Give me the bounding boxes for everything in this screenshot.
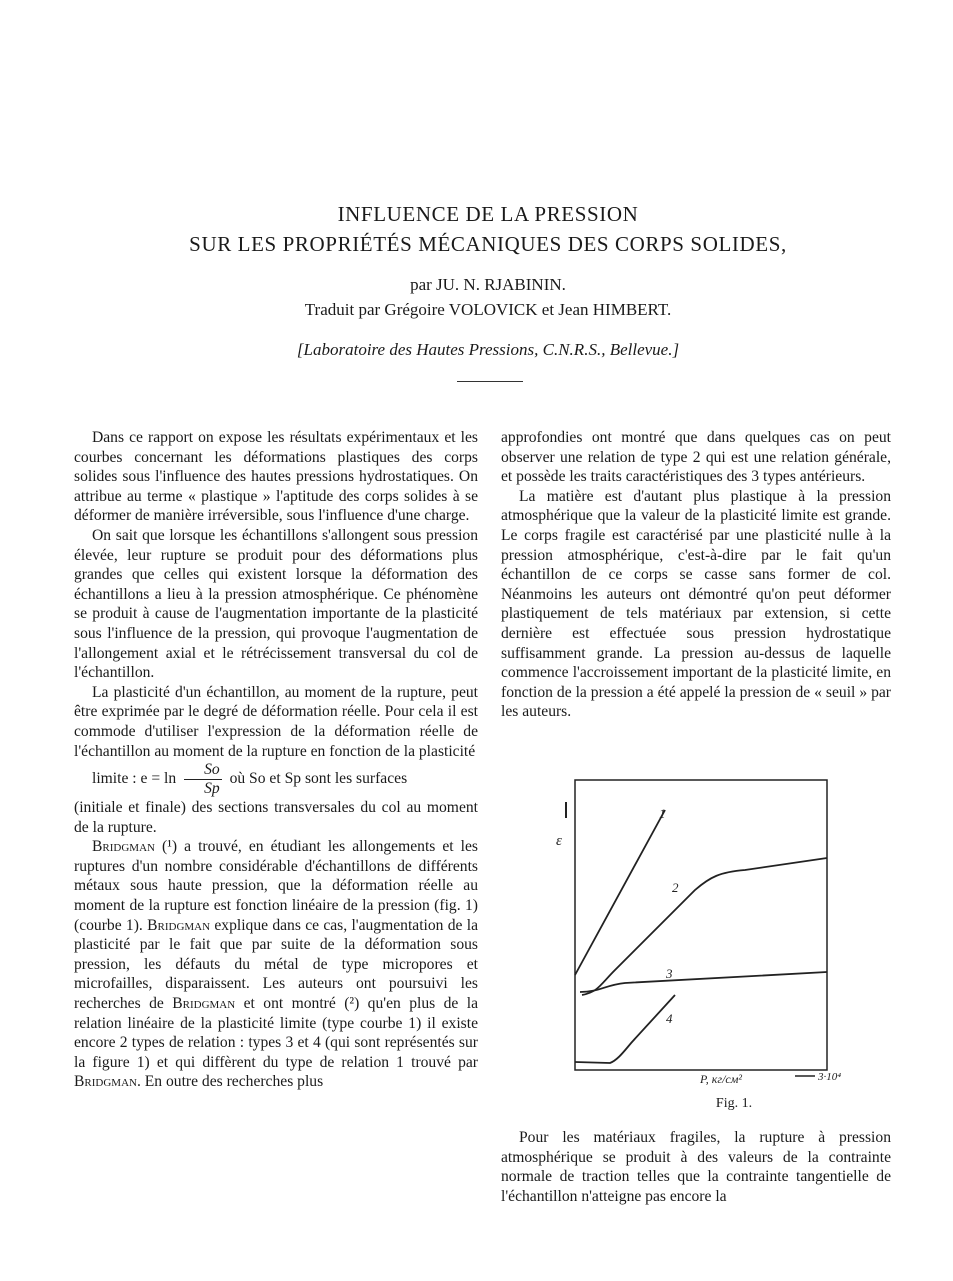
author-name: Bridgman [147, 916, 211, 934]
title-line-2: SUR LES PROPRIÉTÉS MÉCANIQUES DES CORPS SOLIDES, [189, 232, 787, 256]
paragraph-text: . En outre des recherches plus [136, 1073, 324, 1091]
curve-label-3: 3 [666, 966, 673, 981]
title-divider [457, 381, 523, 382]
formula-denominator: Sp [204, 780, 220, 798]
formula-fraction [184, 761, 222, 798]
paragraph: Dans ce rapport on expose les résultats expérimentaux et les courbes concernant les déformations plastiques des corps solides sous l'influence des hautes pressions hydrostatiques. On attribue au terme « plastique » l'aptitude des corps solides à se déformer de manière irréversible, sous l'influence d'une charge. [74, 429, 478, 525]
paragraph: La plasticité d'un échantillon, au moment de la rupture, peut être exprimée par le degré de déformation réelle. Pour cela il est commode d'utiliser l'expression de la déformation réelle de l'échantillon au moment de la rupture en fonction de la plasticité [74, 683, 478, 760]
paragraph-text: explique dans ce cas, l'augmentation de la plasticité par le fait que par suite de la déformation sous pression, les défauts du métal de type micropores et microfailles, disparaissent. Les auteurs ont poursuivi les recherches de [74, 916, 479, 1013]
figure-caption: Fig. 1. [715, 1096, 753, 1111]
author: par JU. N. RJABININ. [410, 275, 566, 294]
left-column [74, 428, 478, 1092]
title-line-1: INFLUENCE DE LA PRESSION [337, 202, 639, 226]
author-name: Bridgman [172, 995, 236, 1013]
x-scale-note: 3·10⁴ [818, 1071, 842, 1083]
paragraph: Pour les matériaux fragiles, la rupture à pression atmosphérique se produit à des valeurs de la contrainte normale de traction telles que la contrainte tangentielle de l'échantillon n'atteigne pas encore la [501, 1129, 891, 1205]
curve-1 [575, 810, 665, 975]
curve-3 [580, 972, 827, 992]
paragraph: approfondies ont montré que dans quelques cas on peut observer une relation de type 2 qui est une relation générale, et possède les traits caractéristiques des 3 types antérieurs. [501, 429, 891, 486]
author-name: Bridgman [92, 838, 155, 856]
curve-4 [575, 995, 675, 1063]
curve-label-4: 4 [666, 1011, 673, 1026]
paragraph: On sait que lorsque les échantillons s'allongent sous pression élevée, leur rupture se produit pour des déformations plus grandes que celles qui existent lorsque la déformation des échantillons a lieu à la pression atmosphérique. Ce phénomène se produit à cause de l'augmentation importante de la plasticité sous l'influence de la pression, qui provoque l'augmentation de l'allongement axial et le rétrécissement transversal du col de l'échantillon. [74, 526, 478, 682]
affiliation: [Laboratoire des Hautes Pressions, C.N.R.S., Bellevue.] [296, 340, 680, 359]
curve-label-1: 1 [659, 806, 666, 821]
paragraph [74, 837, 478, 1092]
formula-line [74, 761, 478, 798]
paragraph-text: et ont montré (²) qu'en plus de la relation linéaire de la plasticité limite (type courbe 1) il existe encore 2 types de relation : types 3 et 4 (qui sont représentés sur la figure 1) et qui diffèrent du type de relation 1 trouvé par [74, 995, 478, 1071]
right-column [501, 428, 891, 722]
paragraph: La matière est d'autant plus plastique à la pression atmosphérique que la valeur de la plasticité limite est grande. Le corps fragile est caractérisé par une plasticité nulle à la pression atmosphérique, c'est-à-dire par le fait qu'un échantillon de ce corps se casse sans former de col. Néanmoins les auteurs ont démontré qu'on peut déformer plastiquement de tels matériaux par extension, si cette dernière est effectuée sous pression hydrostatique suffisamment grande. La pression au-dessus de laquelle commence l'accroissement important de la plasticité limite, en fonction de la pression a été appelé la pression de « seuil » par les auteurs. [501, 487, 891, 721]
translators: Traduit par Grégoire VOLOVICK et Jean HIMBERT. [304, 300, 672, 319]
x-axis-label: P, кг/см² [700, 1072, 742, 1086]
formula-suffix: où So et Sp sont les surfaces [229, 770, 408, 788]
formula-prefix: limite : e = ln [92, 770, 177, 788]
right-column-bottom [501, 1128, 891, 1206]
formula-numerator: So [184, 761, 222, 780]
plot-frame [575, 780, 827, 1070]
paragraph-text: (¹) a trouvé, en étudiant les allongements et les ruptures d'un nombre considérable d'échantillons de différents métaux sous haute pression, que la déformation réelle au moment de la rupture est fonction linéaire de la pression (fig. 1) (courbe 1). [74, 838, 478, 934]
author-name: Bridgman [74, 1073, 137, 1091]
paragraph: (initiale et finale) des sections transversales du col au moment de la rupture. [74, 799, 478, 836]
curve-label-2: 2 [672, 880, 679, 895]
figure-1 [556, 780, 890, 1111]
figure-plot [556, 780, 900, 1090]
y-axis-label: ε [556, 833, 562, 849]
